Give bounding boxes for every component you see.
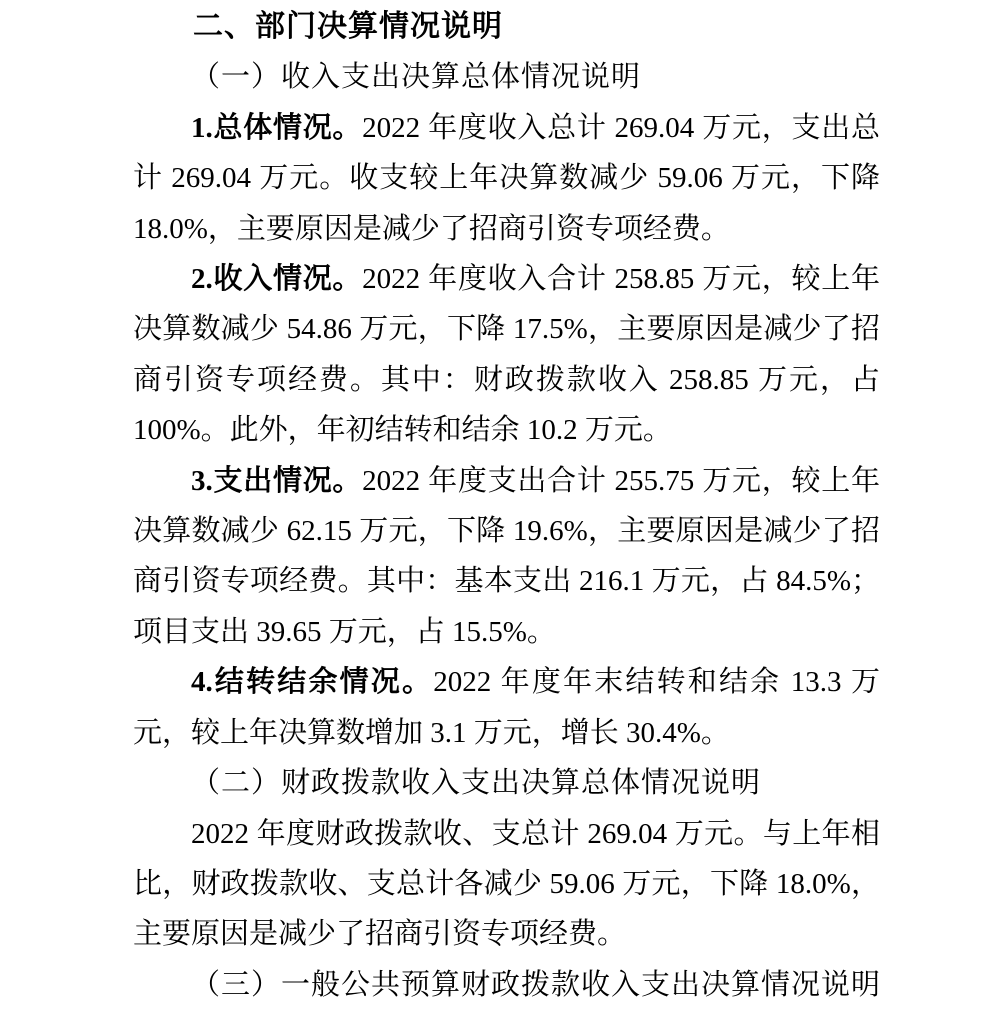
paragraph-text-5: 2022 年度财政拨款收、支总计 269.04 万元。与上年相比，财政拨款收、支总计各减少 59.06 万元，下降 18.0%，主要原因是减少了招商引资专项经费。: [133, 817, 880, 951]
paragraph-fiscal-appropriation: [133, 809, 880, 960]
subsection-heading-1: （一）收入支出决算总体情况说明: [191, 61, 642, 94]
paragraph-lead-3: 3.支出情况。: [191, 464, 363, 497]
paragraph-lead-2: 2.收入情况。: [191, 263, 363, 296]
paragraph-text-3: 2022 年度支出合计 255.75 万元，较上年决算数减少 62.15 万元，下降 19.6%，主要原因是减少了招商引资专项经费。其中：基本支出 216.1 万元，占 84.5%；项目支出 39.65 万元，占 15.5%。: [133, 464, 880, 648]
section-heading-main: 二、部门决算情况说明: [193, 10, 503, 43]
paragraph-lead-1: 1.总体情况。: [191, 111, 363, 144]
paragraph-carryover-situation: [133, 657, 880, 758]
paragraph-text-2: 2022 年度收入合计 258.85 万元，较上年决算数减少 54.86 万元，下降 17.5%，主要原因是减少了招商引资专项经费。其中：财政拨款收入 258.85 万元，占 100%。此外，年初结转和结余 10.2 万元。: [133, 263, 880, 447]
paragraph-income-situation: [133, 254, 880, 456]
subsection-heading-3: （三）一般公共预算财政拨款收入支出决算情况说明: [191, 968, 882, 1001]
paragraph-text-1: 2022 年度收入总计 269.04 万元，支出总计 269.04 万元。收支较上年决算数减少 59.06 万元，下降 18.0%，主要原因是减少了招商引资专项经费。: [133, 111, 880, 245]
subsection-heading-2: （二）财政拨款收入支出决算总体情况说明: [191, 767, 762, 800]
paragraph-overall-situation: [133, 103, 880, 254]
paragraph-text-4: 2022 年度年末结转和结余 13.3 万元，较上年决算数增加 3.1 万元，增长 30.4%。: [133, 666, 880, 749]
paragraph-lead-4: 4.结转结余情况。: [191, 666, 434, 699]
paragraph-expenditure-situation: [133, 456, 880, 658]
